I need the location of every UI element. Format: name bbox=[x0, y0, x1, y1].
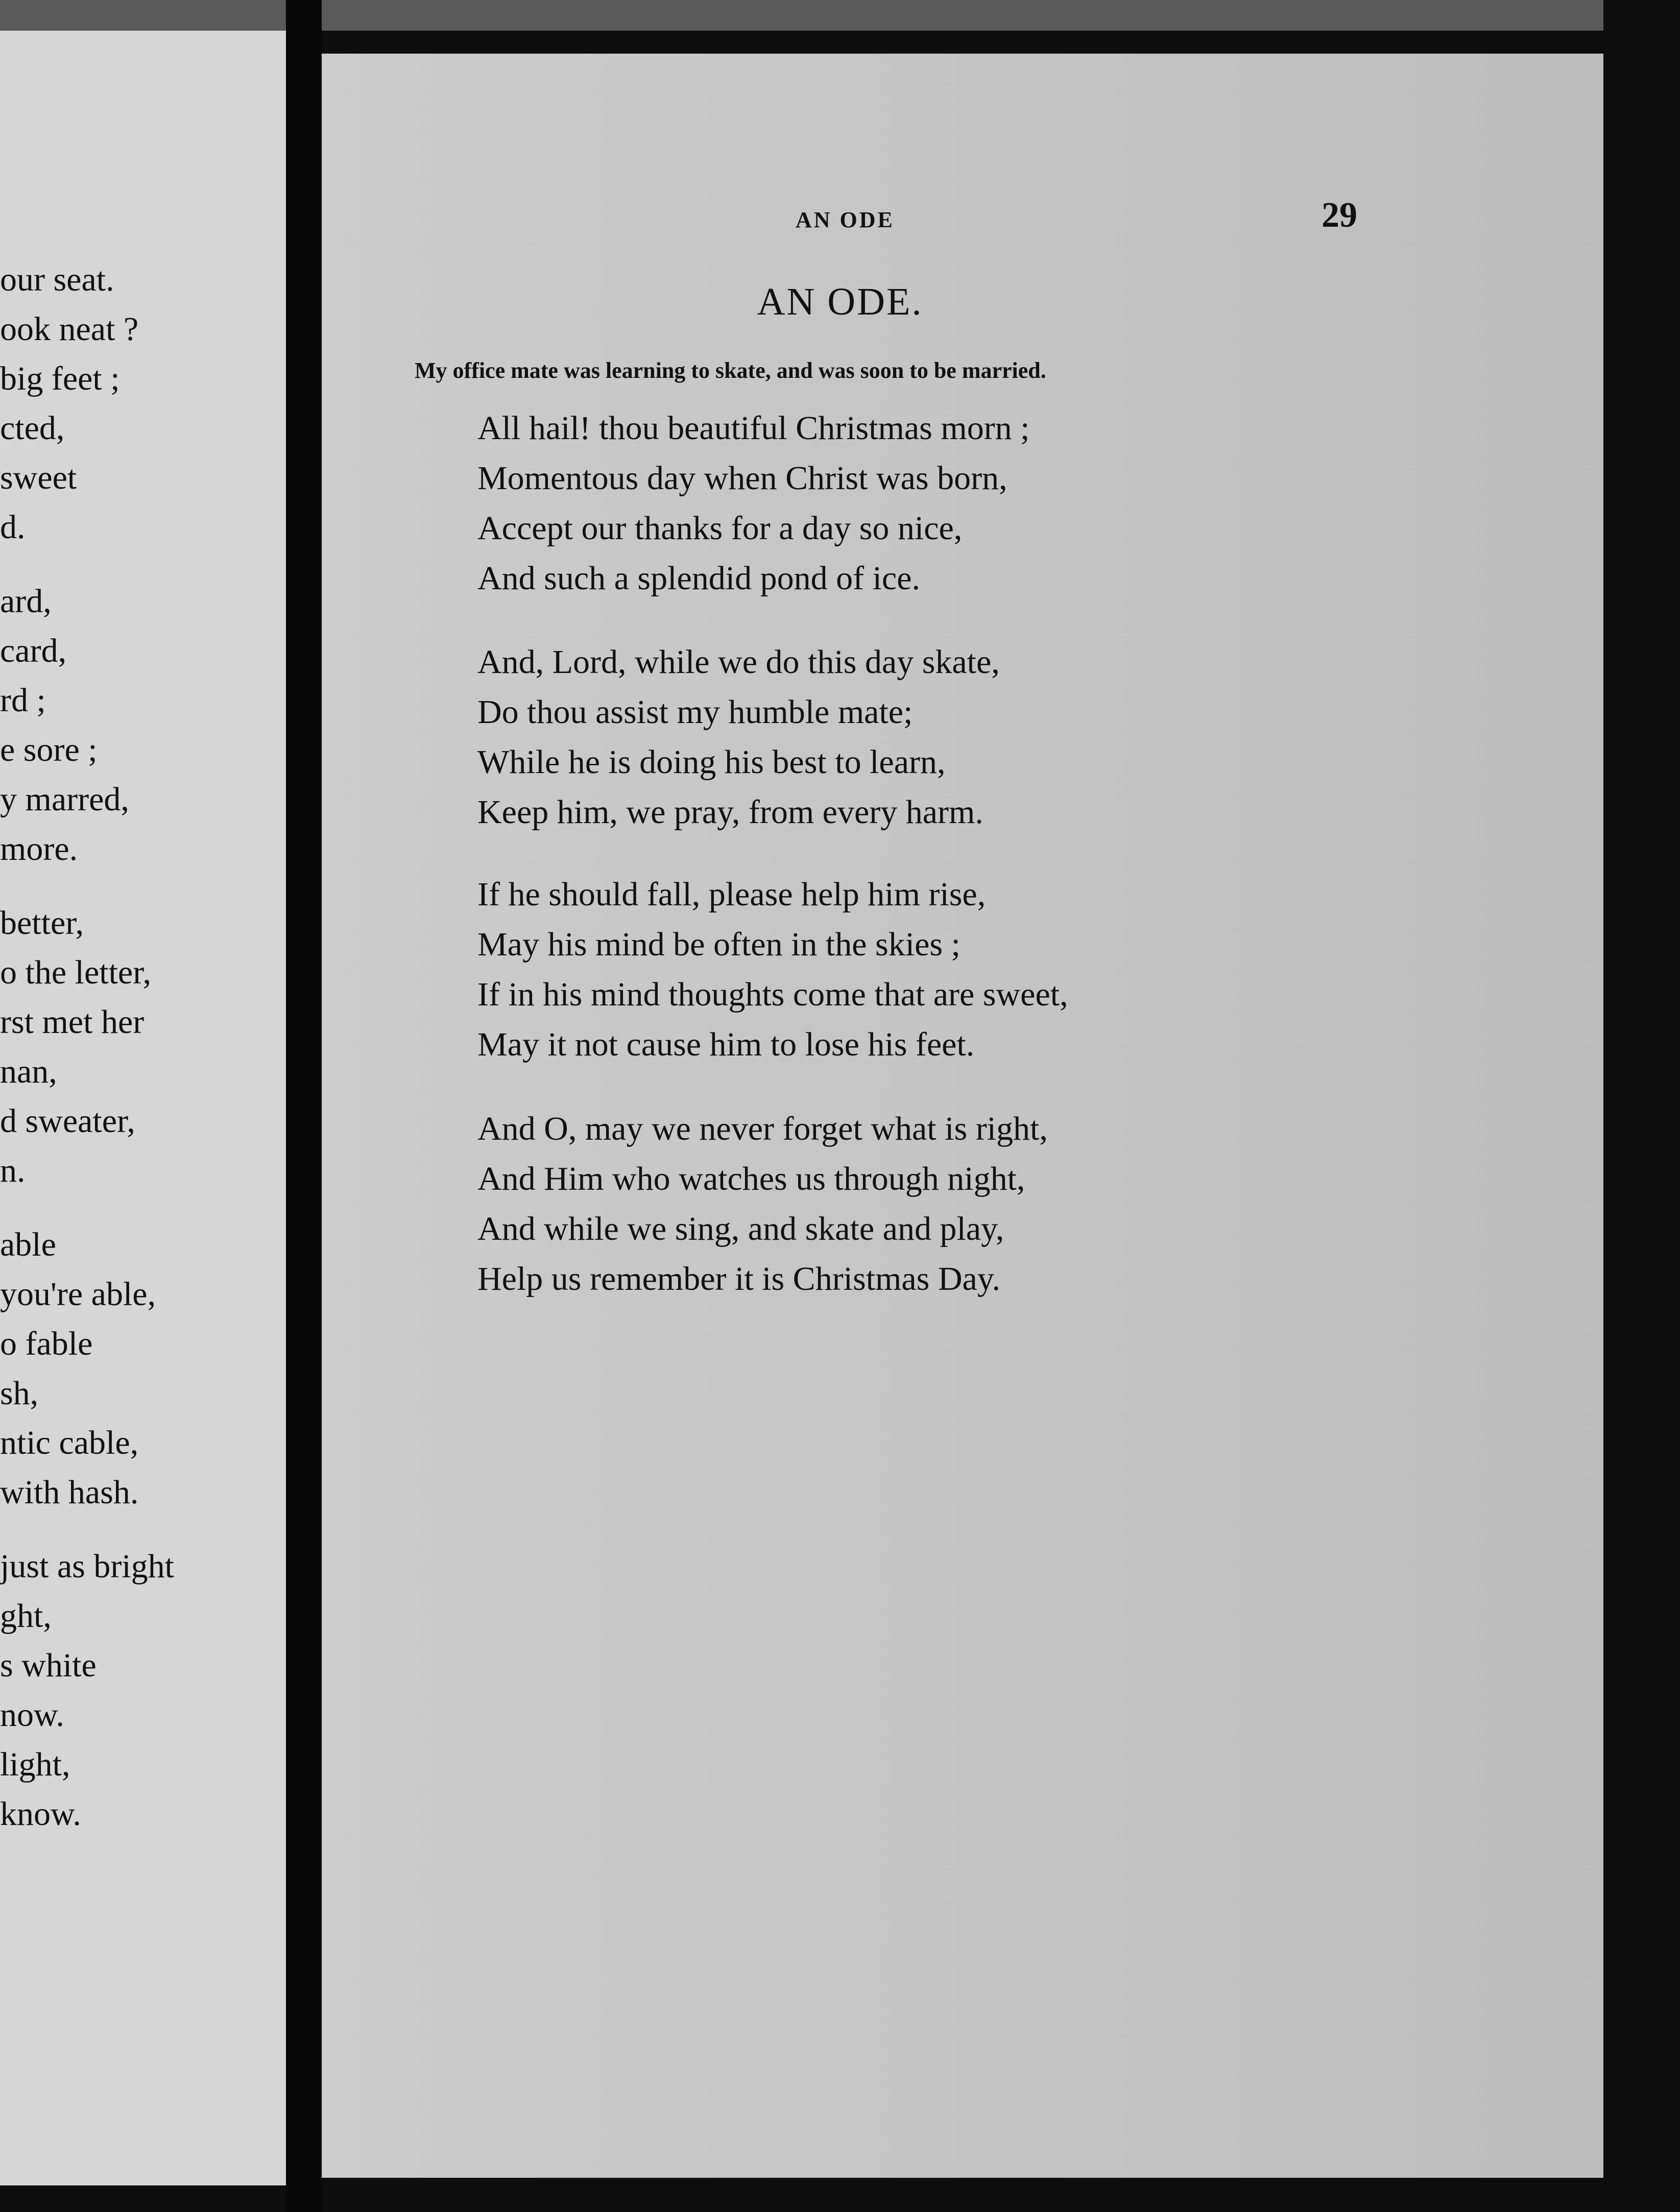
left-page-line: d. bbox=[0, 509, 26, 546]
left-page-line: ook neat ? bbox=[0, 310, 139, 348]
left-page-line: more. bbox=[0, 830, 78, 868]
verse-line: And, Lord, while we do this day skate, bbox=[477, 643, 1000, 681]
left-page-line: you're able, bbox=[0, 1276, 156, 1313]
left-page-line: s white bbox=[0, 1647, 97, 1684]
verse-line: Help us remember it is Christmas Day. bbox=[477, 1260, 1001, 1297]
verse-line: While he is doing his best to learn, bbox=[477, 743, 946, 781]
left-page-line: d sweater, bbox=[0, 1102, 135, 1140]
left-page-fragment bbox=[0, 31, 286, 2185]
left-page-line: o the letter, bbox=[0, 954, 152, 991]
left-page-line: ntic cable, bbox=[0, 1424, 139, 1461]
verse-line: May it not cause him to lose his feet. bbox=[477, 1026, 975, 1063]
running-head: AN ODE bbox=[796, 207, 895, 232]
verse-line: Do thou assist my humble mate; bbox=[477, 693, 913, 731]
left-page-line: n. bbox=[0, 1152, 26, 1189]
left-page-line: nan, bbox=[0, 1053, 57, 1090]
verse-line: All hail! thou beautiful Christmas morn ; bbox=[477, 410, 1030, 447]
left-page-line: just as bright bbox=[0, 1548, 174, 1585]
poem-title-text: AN ODE. bbox=[757, 280, 923, 323]
left-page-line: our seat. bbox=[0, 261, 114, 298]
left-page-line: y marred, bbox=[0, 781, 129, 818]
left-page-line: sweet bbox=[0, 459, 77, 496]
verse-line: And Him who watches us through night, bbox=[477, 1160, 1025, 1197]
verse-line: If in his mind thoughts come that are sweet, bbox=[477, 976, 1068, 1013]
left-page-line: able bbox=[0, 1226, 56, 1263]
stanza-4 bbox=[477, 1104, 1048, 1304]
verse-line: Keep him, we pray, from every harm. bbox=[477, 794, 983, 831]
left-page-line: e sore ; bbox=[0, 731, 98, 768]
stanza-2 bbox=[477, 637, 1000, 837]
left-page-line: card, bbox=[0, 632, 67, 669]
stanza-3 bbox=[477, 870, 1068, 1070]
left-page-line: ard, bbox=[0, 583, 52, 620]
poem-note: My office mate was learning to skate, and was soon to be married. bbox=[415, 358, 1046, 383]
verse-line: Momentous day when Christ was born, bbox=[477, 460, 1007, 497]
scan-right-border bbox=[1603, 0, 1680, 2212]
book-gutter bbox=[286, 0, 322, 2212]
verse-line: If he should fall, please help him rise, bbox=[477, 876, 986, 913]
verse-line: Accept our thanks for a day so nice, bbox=[477, 510, 963, 547]
left-page-line: with hash. bbox=[0, 1474, 139, 1511]
left-page-line: ght, bbox=[0, 1597, 52, 1634]
left-page-line: o fable bbox=[0, 1325, 93, 1362]
left-page-line: now. bbox=[0, 1696, 64, 1734]
scan-top-border bbox=[0, 0, 1680, 31]
left-page-line: light, bbox=[0, 1746, 70, 1783]
left-page-line: rd ; bbox=[0, 682, 46, 719]
page-number: 29 bbox=[1322, 196, 1357, 235]
verse-line: And while we sing, and skate and play, bbox=[477, 1210, 1004, 1247]
stanza-1 bbox=[477, 403, 1030, 604]
verse-line: And such a splendid pond of ice. bbox=[477, 560, 920, 597]
left-page-line: big feet ; bbox=[0, 360, 120, 397]
left-page-line: better, bbox=[0, 904, 84, 942]
verse-line: And O, may we never forget what is right, bbox=[477, 1110, 1048, 1147]
left-page-line: cted, bbox=[0, 410, 65, 447]
left-page-line: sh, bbox=[0, 1375, 39, 1412]
left-page-line: rst met her bbox=[0, 1003, 145, 1041]
verse-line: May his mind be often in the skies ; bbox=[477, 926, 961, 963]
left-page-line: know. bbox=[0, 1795, 81, 1833]
poem-title bbox=[0, 280, 1680, 324]
